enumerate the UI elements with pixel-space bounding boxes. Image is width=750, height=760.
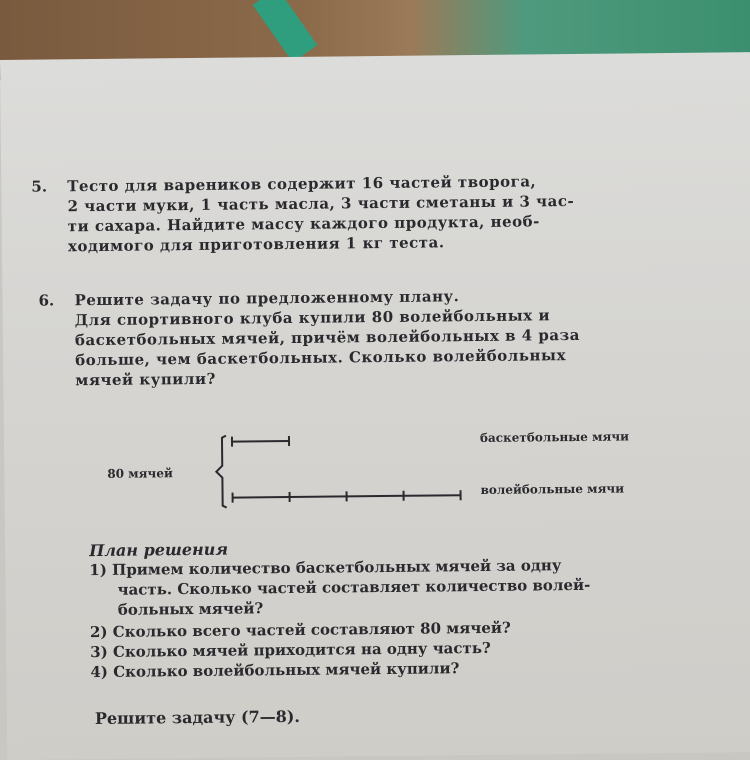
plan-title: План решения (89, 540, 228, 560)
problem-number: 5. (31, 178, 47, 196)
brace (216, 436, 227, 508)
total-label: 80 мячей (107, 466, 173, 481)
plan-item: 4) Сколько волейбольных мячей купили? (90, 659, 459, 681)
problem-line: больше, чем баскетбольных. Сколько волейбольных (75, 346, 566, 369)
volleyball-segment (233, 490, 461, 502)
problem-number: 6. (38, 291, 54, 309)
basketball-label: баскетбольные мячи (480, 429, 629, 445)
footer-text: Решите задачу (7—8). (95, 707, 300, 728)
textbook-page (0, 52, 750, 760)
plan-item: больных мячей? (118, 599, 264, 619)
plan-item: часть. Сколько частей составляет количество волей- (117, 576, 590, 599)
problem-line: мячей купили? (75, 370, 216, 389)
problem-line: Тесто для вареников содержит 16 частей творога, (67, 172, 536, 195)
problem-line: 2 части муки, 1 часть масла, 3 части сметаны и 3 час- (67, 192, 574, 215)
problem-line: Решите задачу по предложенному плану. (74, 287, 459, 309)
problem-line: ти сахара. Найдите массу каждого продукта, необ- (68, 212, 540, 235)
volleyball-label: волейбольные мячи (480, 481, 624, 497)
problem-line: ходимого для приготовления 1 кг теста. (68, 233, 445, 255)
problem-line: Для спортивного клуба купили 80 волейбольных и (75, 306, 551, 329)
plan-item: 3) Сколько мячей приходится на одну часть? (90, 639, 491, 661)
problem-line: баскетбольных мячей, причём волейбольных в 4 раза (75, 326, 580, 349)
basketball-segment (232, 436, 289, 447)
segment-line (232, 441, 289, 442)
plan-item: 1) Примем количество баскетбольных мячей за одну (89, 556, 561, 579)
plan-item: 2) Сколько всего частей составляют 80 мячей? (90, 619, 511, 641)
